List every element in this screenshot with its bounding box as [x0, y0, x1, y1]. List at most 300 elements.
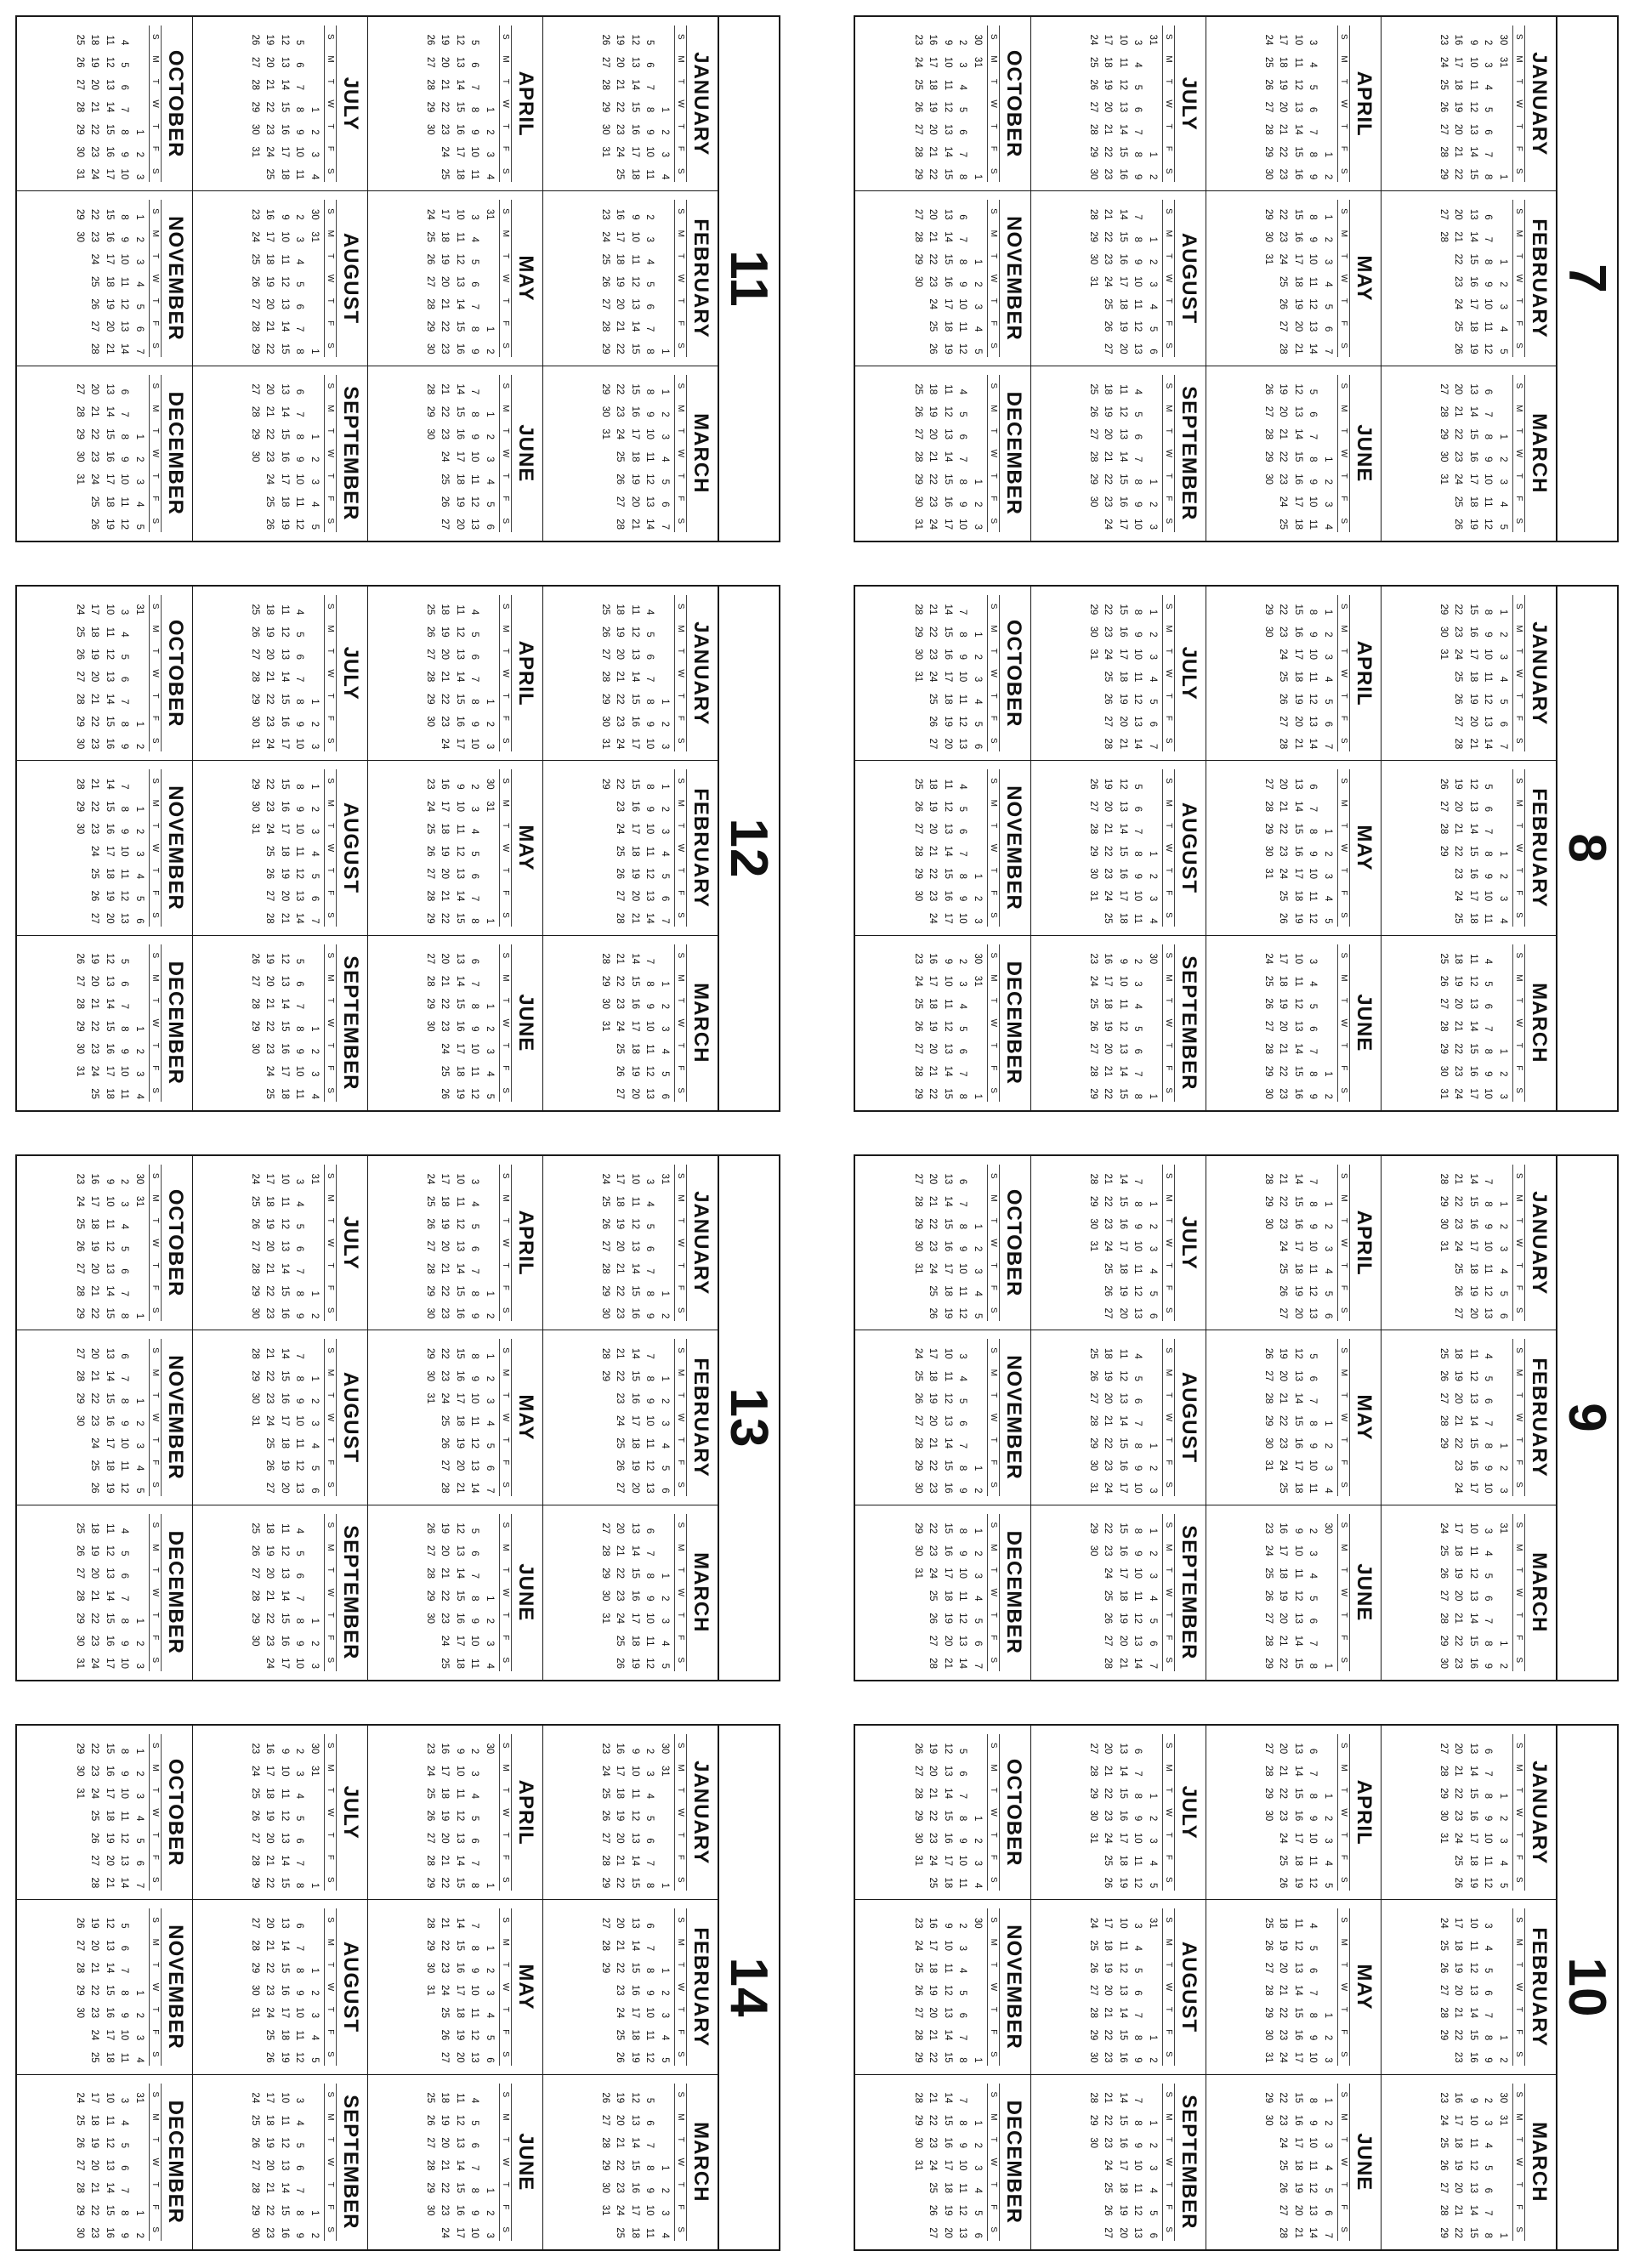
day-number: 11 — [943, 1963, 953, 1974]
day-number: 16 — [630, 1590, 640, 1602]
day-number: 12 — [1483, 693, 1494, 705]
day-number: 2 — [134, 1641, 145, 1647]
day-number: 9 — [280, 214, 290, 220]
month-name: JULY — [339, 646, 362, 700]
day-number: 24 — [264, 1415, 275, 1426]
day-number: 13 — [1118, 1043, 1128, 1055]
day-number: 23 — [1278, 473, 1289, 485]
weekday-header — [149, 375, 162, 532]
weekday-label: W — [676, 449, 685, 458]
day-number: 2 — [973, 1488, 983, 1494]
day-number: 5 — [1308, 388, 1319, 395]
weekday-label: W — [676, 669, 685, 678]
day-number: 20 — [1118, 716, 1128, 727]
month-october — [855, 1726, 1030, 1900]
month-march — [1381, 936, 1556, 1110]
day-number: 18 — [455, 1065, 465, 1077]
weekday-label: S — [1514, 737, 1523, 744]
day-number: 18 — [630, 2227, 640, 2238]
day-number: 26 — [1438, 2159, 1449, 2171]
empty-day-cell — [132, 662, 147, 684]
day-number: 19 — [943, 343, 953, 354]
day-number: 25 — [425, 823, 435, 835]
day-number: 27 — [1438, 1590, 1449, 1602]
weekday-label: S — [676, 1917, 685, 1923]
day-number: 13 — [644, 1088, 655, 1099]
calendar-card-8 — [854, 585, 1619, 1112]
empty-day-cell — [1320, 944, 1336, 967]
day-number: 20 — [928, 208, 939, 220]
day-number: 26 — [75, 1240, 85, 1252]
weekday-header — [674, 944, 687, 1102]
empty-day-cell — [307, 2084, 322, 2106]
day-number: 10 — [957, 1855, 968, 1866]
weekday-label: W — [1339, 274, 1348, 283]
weekday-label: M — [1164, 2113, 1173, 2121]
day-number: 19 — [440, 626, 451, 638]
day-number: 21 — [89, 998, 100, 1010]
day-number: 22 — [1278, 1195, 1289, 1207]
month-grid — [17, 1726, 718, 2249]
day-number: 12 — [119, 298, 130, 309]
day-number: 28 — [1263, 801, 1274, 812]
weekday-label: S — [989, 2091, 998, 2098]
calendar-number: 14 — [719, 1957, 779, 2018]
day-number: 9 — [1132, 2057, 1143, 2063]
day-number: 16 — [630, 1307, 640, 1319]
day-number: 28 — [913, 1788, 923, 1799]
weekday-label: F — [1514, 1065, 1523, 1071]
day-number: 16 — [943, 1832, 953, 1844]
weekday-label: F — [1164, 2029, 1173, 2035]
month-november — [855, 191, 1030, 366]
weekday-label: S — [1339, 1657, 1348, 1664]
calendar-number-header — [718, 587, 779, 1110]
day-number: 22 — [1103, 604, 1114, 615]
weekday-label: M — [1164, 1369, 1173, 1376]
day-number: 5 — [294, 632, 305, 638]
day-number: 10 — [294, 146, 305, 157]
day-number: 22 — [928, 1460, 939, 1471]
day-number: 22 — [440, 405, 451, 417]
day-number: 2 — [644, 214, 655, 220]
weekday-label: W — [1164, 1982, 1173, 1992]
weekday-header — [1337, 26, 1350, 182]
empty-day-cell — [482, 1187, 497, 1209]
day-number: 19 — [1278, 1940, 1289, 1951]
day-grid — [911, 1165, 985, 1321]
day-number: 16 — [105, 1635, 115, 1647]
day-number: 8 — [469, 1596, 480, 1602]
day-number: 12 — [294, 868, 305, 879]
day-number: 23 — [1453, 1065, 1464, 1077]
weekday-header — [674, 375, 687, 532]
day-number: 17 — [1468, 473, 1478, 485]
weekday-label: W — [1164, 274, 1173, 283]
day-number: 2 — [1132, 958, 1143, 965]
day-number: 23 — [440, 428, 451, 440]
day-number: 9 — [1483, 1815, 1494, 1822]
weekday-label: W — [1339, 2157, 1348, 2167]
weekday-label: S — [326, 778, 335, 784]
day-number: 29 — [1438, 1635, 1449, 1647]
day-number: 1 — [134, 1026, 145, 1032]
day-number: 1 — [309, 2210, 320, 2216]
day-number: 28 — [75, 405, 85, 417]
day-number: 15 — [1468, 604, 1478, 615]
day-number: 24 — [928, 1262, 939, 1274]
day-number: 22 — [1103, 146, 1114, 157]
weekday-label: W — [989, 1588, 998, 1597]
day-number: 10 — [105, 1195, 115, 1207]
month-april — [367, 587, 542, 761]
month-december — [855, 1505, 1030, 1680]
weekday-label: T — [326, 693, 335, 699]
day-number: 9 — [1308, 2120, 1319, 2126]
day-number: 9 — [644, 1990, 655, 1996]
day-number: 19 — [105, 1832, 115, 1844]
day-number: 3 — [309, 151, 320, 157]
empty-day-cell — [1495, 1339, 1511, 1361]
day-number: 15 — [943, 253, 953, 265]
month-name: MAY — [514, 255, 537, 302]
day-number: 8 — [1132, 609, 1143, 615]
day-number: 12 — [957, 343, 968, 354]
empty-day-cell — [482, 1779, 497, 1801]
day-number: 7 — [1483, 2210, 1494, 2216]
day-number: 22 — [89, 801, 100, 812]
weekday-label: S — [150, 1087, 160, 1094]
day-number: 14 — [630, 1347, 640, 1359]
day-number: 30 — [250, 451, 260, 462]
day-number: 16 — [105, 146, 115, 157]
day-number: 12 — [1483, 343, 1494, 354]
month-name: SEPTEMBER — [339, 1525, 362, 1660]
day-number: 5 — [1323, 1290, 1333, 1296]
day-number: 27 — [425, 1832, 435, 1844]
weekday-label: S — [989, 167, 998, 174]
day-number: 7 — [1308, 1771, 1319, 1777]
day-number: 24 — [89, 1437, 100, 1449]
empty-day-cell — [1495, 814, 1511, 836]
day-grid — [423, 1908, 497, 2065]
day-number: 14 — [105, 101, 115, 113]
day-number: 31 — [75, 473, 85, 485]
day-number: 9 — [1483, 456, 1494, 462]
weekday-label: S — [1514, 778, 1523, 784]
weekday-label: T — [1164, 1832, 1173, 1838]
day-number: 19 — [1468, 519, 1478, 530]
empty-day-cell — [307, 1779, 322, 1801]
empty-day-cell — [970, 93, 985, 115]
day-number: 5 — [469, 1223, 480, 1229]
weekday-label: F — [1514, 890, 1523, 896]
day-number: 11 — [957, 1590, 968, 1602]
day-number: 26 — [75, 1917, 85, 1929]
weekday-label: S — [1164, 1307, 1173, 1313]
day-number: 1 — [973, 1465, 983, 1471]
day-number: 6 — [1308, 784, 1319, 790]
weekday-label: S — [989, 778, 998, 784]
calendar-number: 7 — [1557, 264, 1617, 294]
day-number: 10 — [630, 1173, 640, 1185]
month-name: JULY — [1177, 1785, 1200, 1840]
day-number: 20 — [1453, 1743, 1464, 1755]
day-number: 18 — [1453, 1347, 1464, 1359]
empty-day-cell — [657, 312, 672, 334]
empty-day-cell — [132, 26, 147, 48]
day-number: 7 — [294, 2187, 305, 2194]
day-number: 23 — [615, 998, 626, 1010]
day-number: 28 — [913, 604, 923, 615]
empty-day-cell — [132, 1210, 147, 1232]
empty-day-cell — [657, 2106, 672, 2128]
day-number: 18 — [928, 1962, 939, 1974]
day-number: 8 — [294, 1618, 305, 1624]
day-number: 3 — [134, 2034, 145, 2041]
weekday-label: W — [150, 2157, 160, 2167]
weekday-label: F — [326, 1635, 335, 1641]
day-number: 21 — [1453, 2204, 1464, 2216]
day-number: 6 — [119, 388, 130, 395]
day-number: 6 — [1132, 1748, 1143, 1755]
day-number: 7 — [294, 1268, 305, 1274]
weekday-label: F — [1339, 2204, 1348, 2210]
day-number: 12 — [1118, 1370, 1128, 1381]
weekday-label: F — [1164, 496, 1173, 502]
day-number: 28 — [1438, 1173, 1449, 1185]
empty-day-cell — [657, 1931, 672, 1953]
day-number: 9 — [105, 1178, 115, 1185]
day-number: 23 — [913, 1917, 923, 1929]
day-grid — [911, 26, 985, 182]
weekday-label: S — [1164, 1657, 1173, 1664]
day-number: 12 — [1132, 1285, 1143, 1296]
day-number: 2 — [1323, 1223, 1333, 1229]
day-number: 1 — [485, 1596, 495, 1602]
day-number: 6 — [1498, 721, 1508, 727]
weekday-label: S — [501, 737, 510, 744]
day-number: 26 — [1103, 1613, 1114, 1624]
day-number: 10 — [280, 1173, 290, 1185]
day-number: 13 — [105, 1568, 115, 1579]
day-number: 27 — [264, 1482, 275, 1494]
empty-day-cell — [970, 1953, 985, 1976]
day-number: 16 — [280, 1392, 290, 1404]
day-number: 6 — [660, 502, 670, 507]
day-number: 23 — [440, 2204, 451, 2216]
day-number: 12 — [1118, 79, 1128, 90]
day-number: 15 — [1293, 1415, 1303, 1426]
day-number: 13 — [1468, 998, 1478, 1010]
empty-day-cell — [657, 71, 672, 93]
day-number: 9 — [119, 151, 130, 157]
day-number: 30 — [425, 1962, 435, 1974]
day-number: 8 — [119, 1748, 130, 1755]
day-number: 28 — [1103, 1658, 1114, 1669]
day-number: 25 — [425, 1195, 435, 1207]
empty-day-cell — [307, 26, 322, 48]
day-number: 5 — [119, 62, 130, 68]
weekday-label: W — [676, 274, 685, 283]
weekday-header — [324, 944, 337, 1102]
day-number: 9 — [1132, 1465, 1143, 1471]
day-number: 10 — [1293, 953, 1303, 965]
day-number: 27 — [89, 912, 100, 924]
day-number: 10 — [1132, 275, 1143, 287]
day-number: 29 — [425, 1285, 435, 1296]
day-number: 28 — [75, 1370, 85, 1381]
day-number: 29 — [1088, 473, 1098, 485]
day-number: 1 — [973, 258, 983, 265]
day-number: 16 — [264, 208, 275, 220]
weekday-label: S — [501, 208, 510, 214]
day-number: 10 — [119, 2029, 130, 2041]
day-number: 8 — [1308, 214, 1319, 220]
weekday-label: T — [1339, 428, 1348, 434]
day-number: 17 — [455, 1635, 465, 1647]
day-number: 18 — [440, 1195, 451, 1207]
day-number: 1 — [1148, 1443, 1158, 1449]
day-number: 22 — [89, 716, 100, 727]
day-number: 6 — [957, 1178, 968, 1185]
day-number: 9 — [943, 958, 953, 965]
day-number: 24 — [1453, 298, 1464, 309]
day-number: 1 — [1323, 456, 1333, 462]
weekday-label: T — [1164, 2136, 1173, 2142]
day-grid — [1086, 1165, 1160, 1321]
day-number: 18 — [615, 604, 626, 615]
day-number: 19 — [1118, 1877, 1128, 1889]
day-number: 15 — [280, 1020, 290, 1032]
day-number: 4 — [294, 1201, 305, 1207]
weekday-header — [499, 2084, 512, 2241]
day-number: 18 — [1293, 890, 1303, 902]
weekday-label: T — [1339, 1832, 1348, 1838]
empty-day-cell — [1495, 1756, 1511, 1778]
day-number: 4 — [660, 1048, 670, 1055]
weekday-label: T — [501, 867, 510, 873]
day-grid — [1436, 375, 1511, 532]
day-number: 15 — [630, 1877, 640, 1889]
day-number: 27 — [1103, 2227, 1114, 2238]
empty-day-cell — [307, 71, 322, 93]
day-number: 30 — [600, 1590, 610, 1602]
day-number: 13 — [469, 2051, 480, 2063]
empty-day-cell — [132, 71, 147, 93]
day-number: 15 — [943, 626, 953, 638]
day-number: 30 — [1088, 253, 1098, 265]
month-name: MAY — [1353, 1964, 1376, 2010]
weekday-label: M — [1164, 405, 1173, 412]
day-number: 5 — [660, 873, 670, 879]
day-number: 4 — [1148, 303, 1158, 309]
day-number: 27 — [913, 1765, 923, 1777]
day-number: 9 — [119, 828, 130, 835]
calendar-number-header — [1556, 1726, 1617, 2249]
day-number: 6 — [1132, 106, 1143, 113]
day-number: 3 — [119, 609, 130, 615]
month-name: OCTOBER — [1002, 49, 1025, 158]
weekday-label: F — [501, 715, 510, 721]
weekday-label: T — [1514, 2006, 1523, 2012]
day-grid — [72, 944, 147, 1102]
empty-day-cell — [970, 1429, 985, 1451]
weekday-label: T — [501, 78, 510, 84]
month-april — [1206, 17, 1381, 191]
weekday-label: T — [1514, 1392, 1523, 1398]
day-number: 17 — [1278, 1545, 1289, 1556]
day-number: 15 — [1468, 845, 1478, 857]
day-number: 20 — [1453, 998, 1464, 1010]
day-number: 15 — [1468, 428, 1478, 440]
empty-day-cell — [307, 1931, 322, 1953]
day-number: 14 — [644, 519, 655, 530]
weekday-label: F — [150, 890, 160, 896]
month-march — [542, 936, 718, 1110]
day-number: 23 — [425, 1743, 435, 1755]
day-number: 6 — [119, 1268, 130, 1274]
weekday-header — [1162, 1339, 1175, 1495]
day-number: 21 — [1278, 801, 1289, 812]
day-number: 16 — [455, 1370, 465, 1381]
day-number: 23 — [1103, 1545, 1114, 1556]
day-number: 25 — [89, 1088, 100, 1099]
day-number: 15 — [1293, 1788, 1303, 1799]
day-number: 20 — [1453, 123, 1464, 135]
day-number: 14 — [1132, 1658, 1143, 1669]
day-number: 26 — [250, 626, 260, 638]
day-number: 22 — [1278, 2007, 1289, 2018]
day-number: 18 — [1103, 998, 1114, 1010]
day-number: 10 — [1483, 649, 1494, 660]
day-number: 3 — [1308, 39, 1319, 46]
weekday-header — [1337, 1734, 1350, 1891]
day-number: 6 — [119, 1353, 130, 1359]
day-number: 16 — [105, 1765, 115, 1777]
day-number: 10 — [294, 823, 305, 835]
day-number: 4 — [134, 873, 145, 879]
day-number: 10 — [1468, 56, 1478, 68]
weekday-label: W — [150, 843, 160, 853]
day-number: 29 — [250, 778, 260, 790]
weekday-label: M — [1514, 2113, 1523, 2121]
weekday-label: T — [989, 997, 998, 1003]
day-number: 7 — [1308, 1641, 1319, 1647]
day-number: 17 — [943, 298, 953, 309]
day-number: 29 — [425, 1590, 435, 1602]
weekday-label: M — [989, 1938, 998, 1946]
day-number: 2 — [660, 721, 670, 727]
day-number: 1 — [973, 2120, 983, 2126]
day-grid — [72, 375, 147, 532]
day-number: 21 — [1278, 1043, 1289, 1055]
day-number: 8 — [1483, 2232, 1494, 2238]
month-name: APRIL — [1353, 640, 1376, 706]
day-number: 6 — [1323, 326, 1333, 332]
month-december — [17, 2075, 192, 2249]
day-number: 12 — [455, 1218, 465, 1229]
day-number: 10 — [1308, 1832, 1319, 1844]
day-number: 16 — [630, 405, 640, 417]
day-number: 17 — [1293, 1460, 1303, 1471]
day-number: 28 — [250, 1262, 260, 1274]
day-number: 5 — [1483, 1573, 1494, 1579]
day-number: 3 — [134, 851, 145, 857]
month-name: OCTOBER — [1002, 1188, 1025, 1297]
weekday-label: W — [676, 1018, 685, 1028]
empty-day-cell — [1495, 1559, 1511, 1581]
